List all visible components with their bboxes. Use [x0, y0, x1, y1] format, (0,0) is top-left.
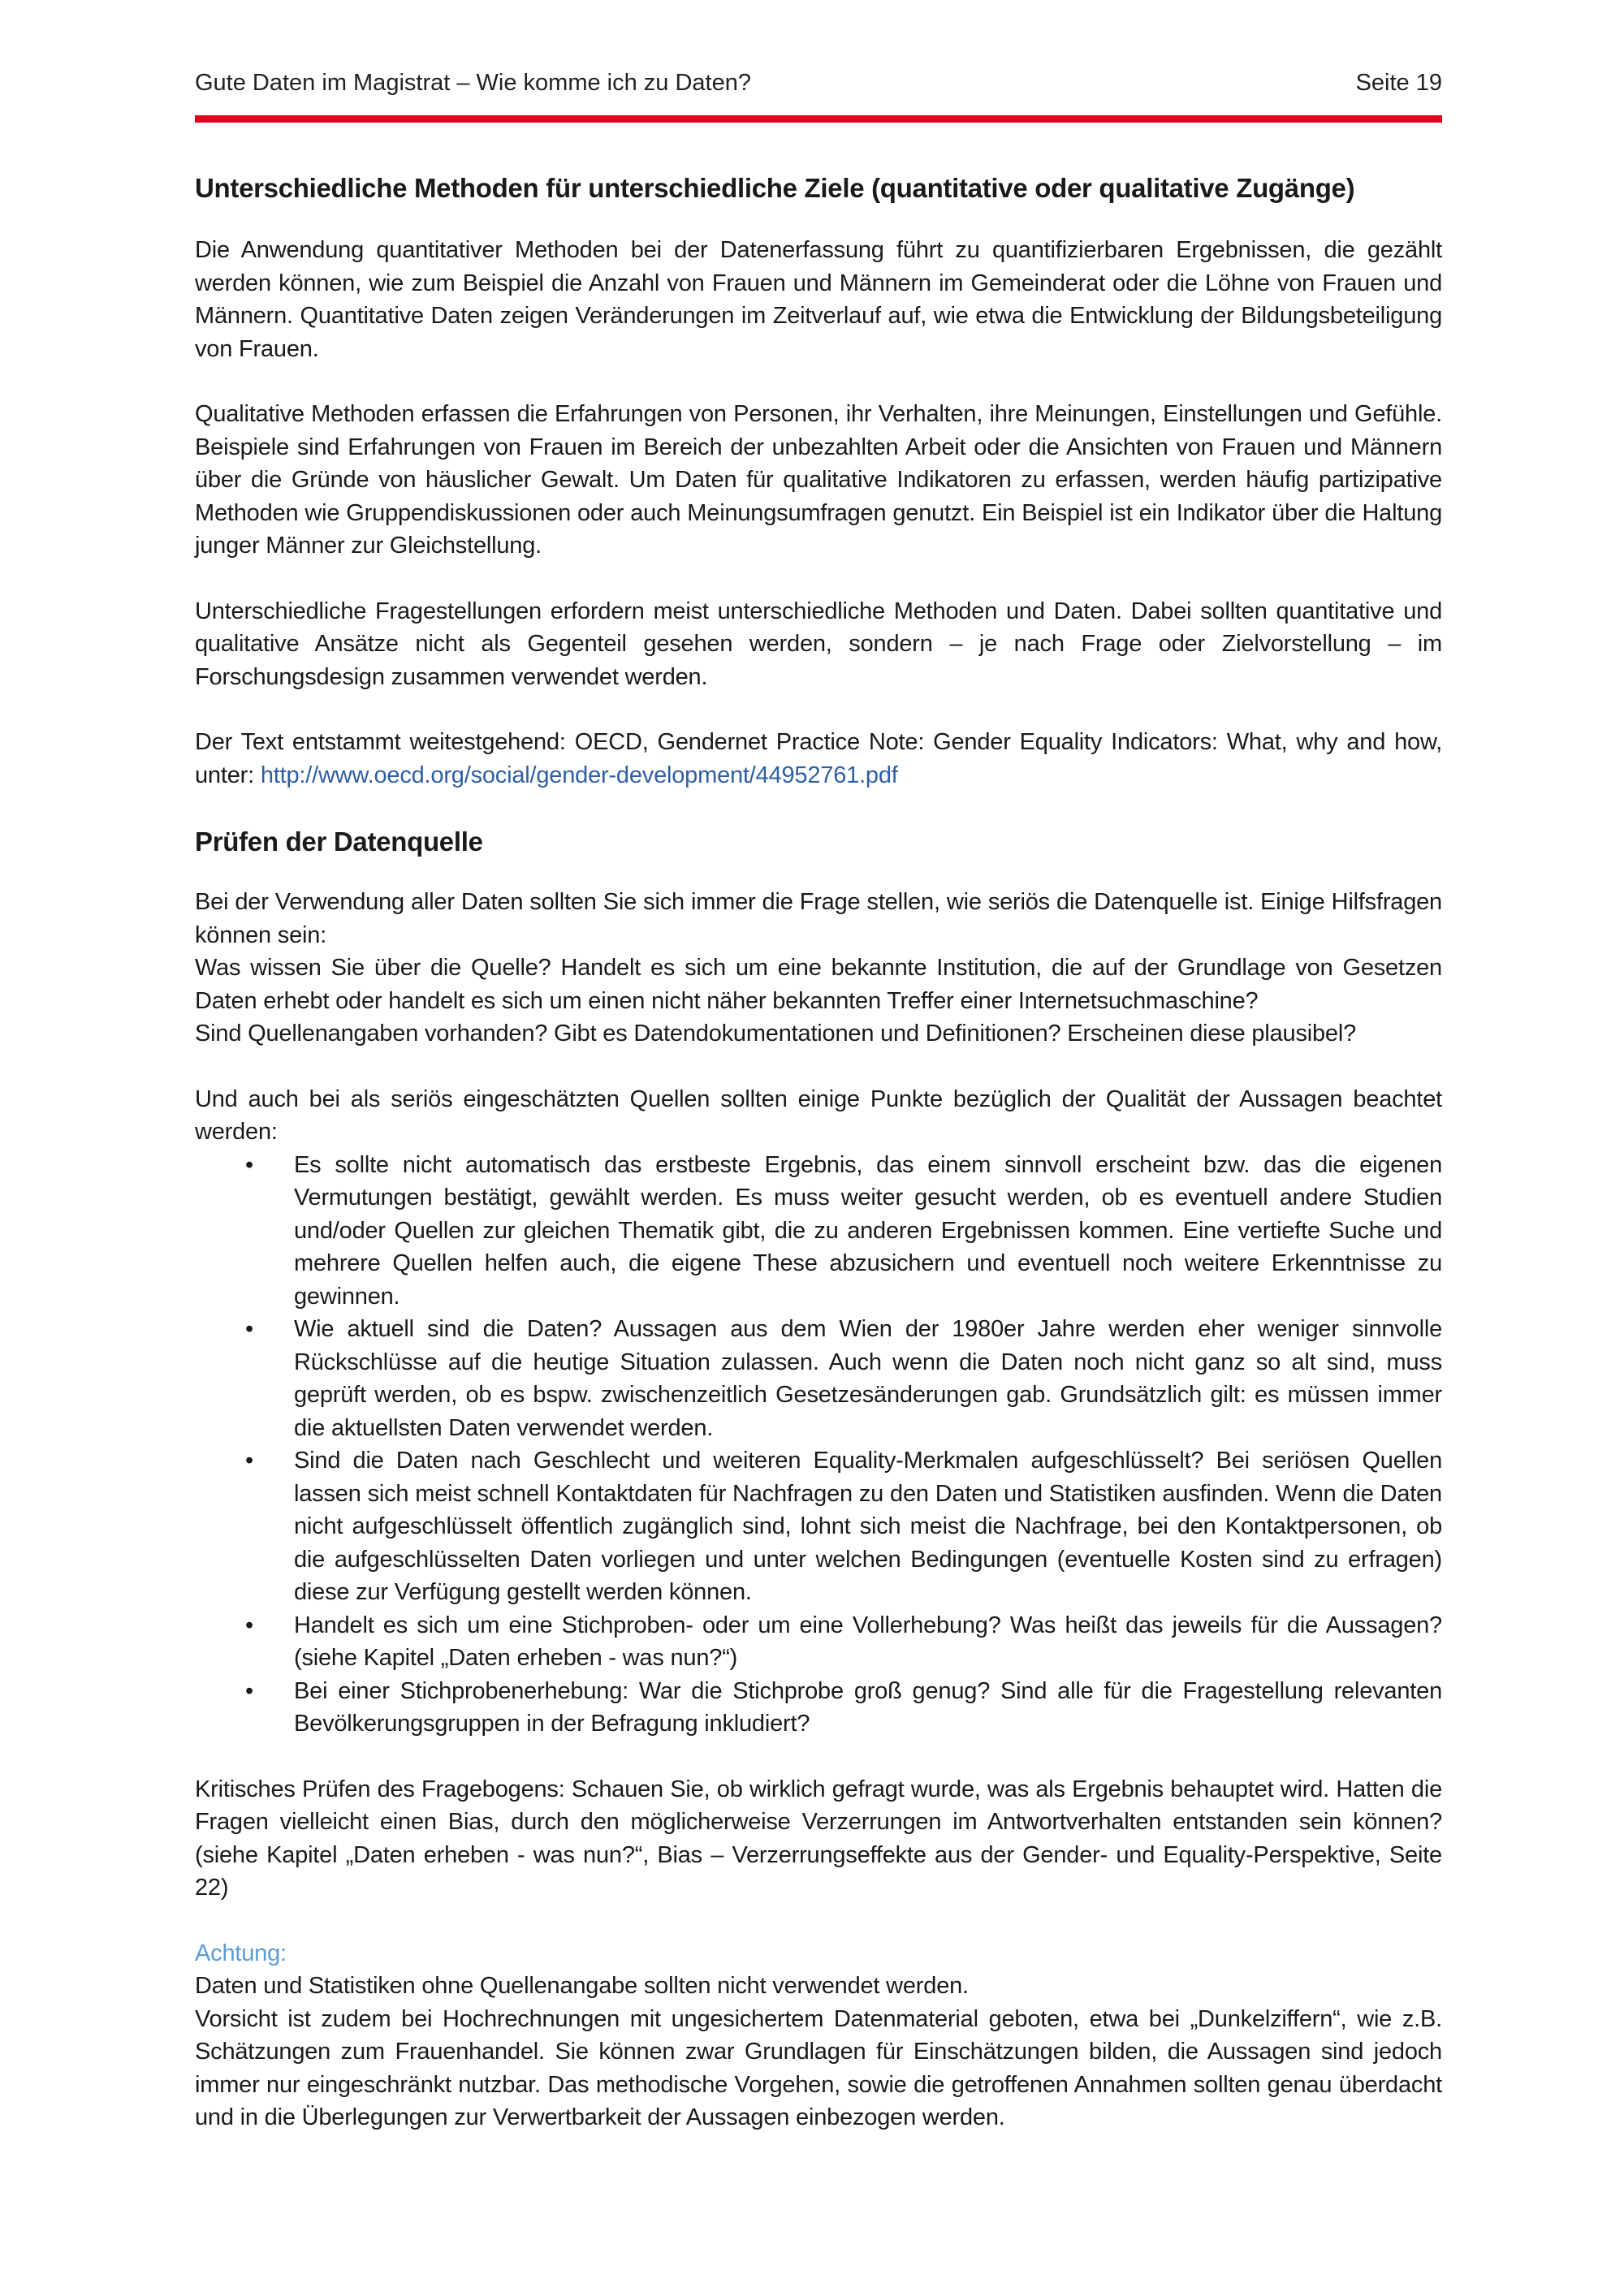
paragraph-qualitative: Qualitative Methoden erfassen die Erfahrungen von Personen, ihr Verhalten, ihre Meinungen, Einstellungen und Gefühle. Beispiele sind Erfahrungen von Frauen im Bereich der unbezahlten Arbeit oder die Ansichten von Frauen und Männern über die Gründe von häuslicher Gewalt. Um Daten für qualitative Indikatoren zu erfassen, werden häufig partizipative Methoden wie Gruppendiskussionen oder auch Meinungsumfragen genutzt. Ein Beispiel ist ein Indikator über die Haltung junger Männer zur Gleichstellung.	[195, 401, 1442, 559]
paragraph-questionnaire-check: Kritisches Prüfen des Fragebogens: Schauen Sie, ob wirklich gefragt wurde, was als Ergebnis behauptet wird. Hatten die Fragen vielleicht einen Bias, durch den möglicherweise Verzerrungen im Antwortverhalten entstanden sein können? (siehe Kapitel „Daten erheben - was nun?“, Bias – Verzerrungseffekte aus der Gender- und Equality-Perspektive, Seite 22)	[195, 1776, 1442, 1901]
source-questions-references: Sind Quellenangaben vorhanden? Gibt es Datendokumentationen und Definitionen? Erscheinen diese plausibel?	[195, 1021, 1357, 1047]
bullet-icon: •	[245, 1612, 253, 1638]
bullet-icon: •	[245, 1316, 253, 1342]
list-item	[195, 1313, 1442, 1444]
paragraph-source-note	[195, 726, 1442, 792]
quality-checklist	[195, 1149, 1442, 1741]
attention-block	[195, 1937, 1442, 2134]
document-title: Gute Daten im Magistrat – Wie komme ich zu Daten?	[195, 70, 751, 96]
list-item	[195, 1609, 1442, 1675]
paragraph-combined-methods: Unterschiedliche Fragestellungen erfordern meist unterschiedliche Methoden und Daten. Dabei sollten quantitative und qualitative Ansätze nicht als Gegenteil gesehen werden, sondern – je nach Frage oder Zielvorstellung – im Forschungsdesign zusammen verwendet werden.	[195, 598, 1442, 690]
paragraph-source-questions	[195, 886, 1442, 1051]
list-item-text: Handelt es sich um eine Stichproben- oder um eine Vollerhebung? Was heißt das jeweils für die Aussagen? (siehe Kapitel „Daten erheben - was nun?“)	[294, 1612, 1442, 1671]
source-questions-institution: Was wissen Sie über die Quelle? Handelt es sich um eine bekannte Institution, die auf der Grundlage von Gesetzen Daten erhebt oder handelt es sich um einen nicht näher bekannten Treffer einer Internetsuchmaschine?	[195, 955, 1442, 1014]
page-header	[195, 67, 1442, 99]
paragraph-quantitative: Die Anwendung quantitativer Methoden bei der Datenerfassung führt zu quantifizierbaren Ergebnissen, die gezählt werden können, wie zum Beispiel die Anzahl von Frauen und Männern im Gemeinderat oder die Löhne von Frauen und Männern. Quantitative Daten zeigen Veränderungen im Zeitverlauf auf, wie etwa die Entwicklung der Bildungsbeteiligung von Frauen.	[195, 237, 1442, 362]
attention-no-source: Daten und Statistiken ohne Quellenangabe sollten nicht verwendet werden.	[195, 1973, 969, 1999]
bullet-icon: •	[245, 1151, 253, 1178]
bullet-icon: •	[245, 1677, 253, 1704]
list-item-text: Sind die Daten nach Geschlecht und weiteren Equality-Merkmalen aufgeschlüsselt? Bei seriösen Quellen lassen sich meist schnell Kontaktdaten für Nachfragen zu den Daten und Statistiken ausfinden. Wenn die Daten nicht aufgeschlüsselt öffentlich zugänglich sind, lohnt sich meist die Nachfrage, bei den Kontaktpersonen, ob die aufgeschlüsselten Daten vorliegen und unter welchen Bedingungen (eventuelle Kosten sind zu erfragen) diese zur Verfügung gestellt werden können.	[294, 1448, 1442, 1605]
page-number: Seite 19	[1355, 70, 1442, 96]
bullet-icon: •	[245, 1448, 253, 1474]
list-item-text: Es sollte nicht automatisch das erstbeste Ergebnis, das einem sinnvoll erscheint bzw. das die eigenen Vermutungen bestätigt, gewählt werden. Es muss weiter gesucht werden, ob es eventuell andere Studien und/oder Quellen zur gleichen Thematik gibt, die zu anderen Ergebnissen kommen. Eine vertiefte Suche und mehrere Quellen helfen auch, die eigene These abzusichern und eventuell noch weitere Erkenntnisse zu gewinnen.	[294, 1151, 1442, 1310]
section-heading-methods: Unterschiedliche Methoden für unterschiedliche Ziele (quantitative oder qualitative Zugänge)	[195, 173, 1355, 203]
source-questions-intro: Bei der Verwendung aller Daten sollten Sie sich immer die Frage stellen, wie seriös die Datenquelle ist. Einige Hilfsfragen können sein:	[195, 889, 1442, 948]
page-content	[195, 170, 1442, 2167]
section-heading-source-check: Prüfen der Datenquelle	[195, 826, 483, 857]
oecd-link[interactable]: http://www.oecd.org/social/gender-development/44952761.pdf	[260, 762, 898, 788]
list-item-text: Bei einer Stichprobenerhebung: War die Stichprobe groß genug? Sind alle für die Fragestellung relevanten Bevölkerungsgruppen in der Befragung inkludiert?	[294, 1677, 1442, 1737]
source-note-text: Der Text entstammt weitestgehend: OECD, Gendernet Practice Note: Gender Equality Indicators: What, why and how, unter:	[195, 729, 1442, 788]
attention-label: Achtung:	[195, 1940, 287, 1966]
list-item-text: Wie aktuell sind die Daten? Aussagen aus dem Wien der 1980er Jahre werden eher weniger sinnvolle Rückschlüsse auf die heutige Situation zulassen. Auch wenn die Daten noch nicht ganz so alt sind, muss geprüft werden, ob es bspw. zwischenzeitlich Gesetzesänderungen gab. Grundsätzlich gilt: es müssen immer die aktuellsten Daten verwendet werden.	[294, 1316, 1442, 1441]
list-item	[195, 1444, 1442, 1609]
paragraph-quality-intro: Und auch bei als seriös eingeschätzten Quellen sollten einige Punkte bezüglich der Qualität der Aussagen beachtet werden:	[195, 1085, 1442, 1145]
header-divider	[195, 115, 1442, 123]
attention-extrapolation: Vorsicht ist zudem bei Hochrechnungen mit ungesichertem Datenmaterial geboten, etwa bei „Dunkelziffern“, wie z.B. Schätzungen zum Frauenhandel. Sie können zwar Grundlagen für Einschätzungen bilden, die Aussagen sind jedoch immer nur eingeschränkt nutzbar. Das methodische Vorgehen, sowie die getroffenen Annahmen sollten genau überdacht und in die Überlegungen zur Verwertbarkeit der Aussagen einbezogen werden.	[195, 2005, 1442, 2130]
list-item	[195, 1149, 1442, 1314]
list-item	[195, 1675, 1442, 1741]
